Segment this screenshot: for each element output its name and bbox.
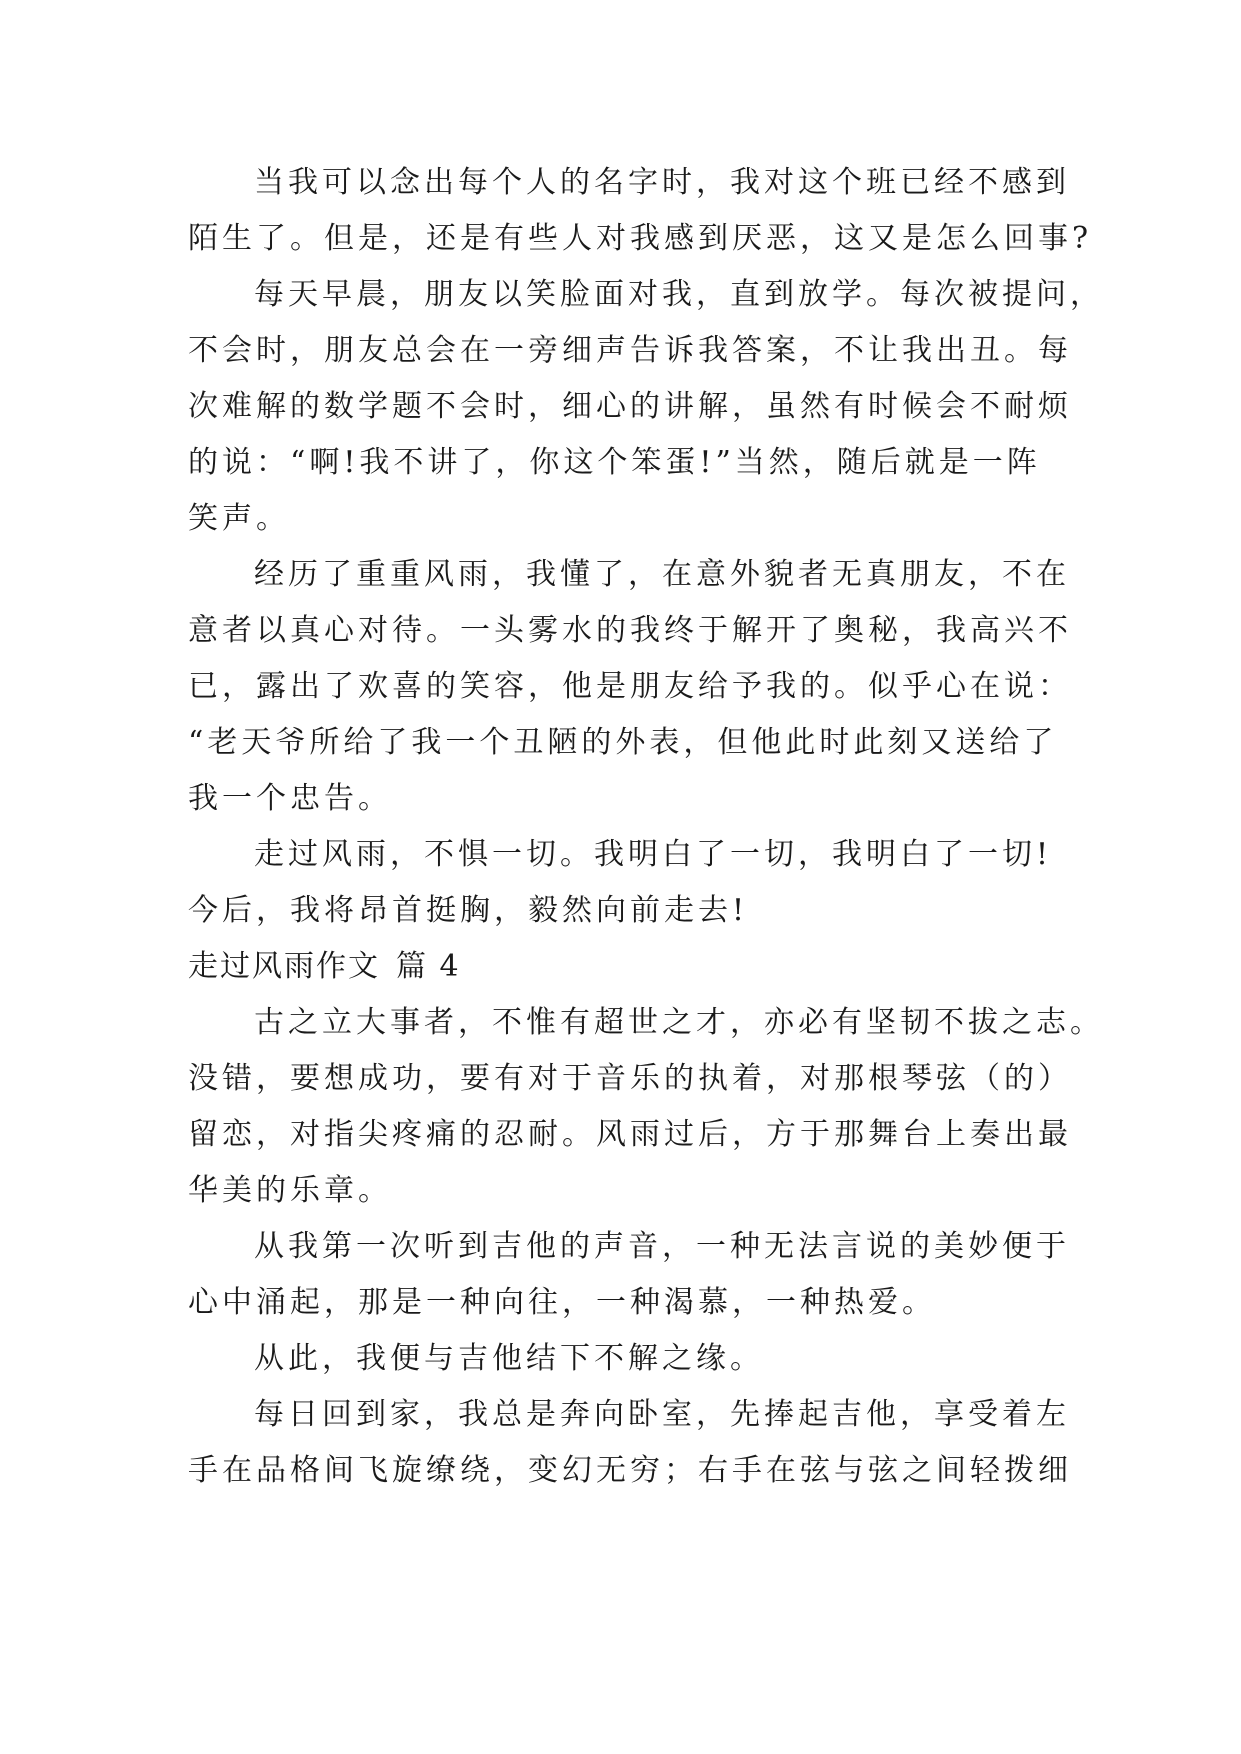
section-title: 走过风雨作文 [188,949,380,984]
text-line: “老天爷所给了我一个丑陋的外表，但他此时此刻又送给了 [188,725,1058,760]
paragraph [188,267,1104,547]
text-line: 没错，要想成功，要有对于音乐的执着，对那根琴弦（的） [188,1061,1072,1096]
text-line: 已，露出了欢喜的笑容，他是朋友给予我的。似乎心在说： [188,669,1072,704]
text-line: 从我第一次听到吉他的声音，一种无法言说的美妙便于 [254,1229,1070,1264]
text-line: 华美的乐章。 [188,1173,392,1208]
text-line: 走过风雨，不惧一切。我明白了一切，我明白了一切! [254,837,1053,872]
paragraph [188,995,1104,1219]
text-line: 留恋，对指尖疼痛的忍耐。风雨过后，方于那舞台上奏出最 [188,1117,1072,1152]
section-heading [188,939,1058,995]
paragraph [188,1387,1072,1499]
paragraph [188,155,1093,267]
paragraph [188,547,1072,827]
text-line: 古之立大事者，不惟有超世之才，亦必有坚韧不拔之志。 [254,1005,1104,1040]
text-line: 笑声。 [188,501,290,536]
text-line: 次难解的数学题不会时，细心的讲解，虽然有时候会不耐烦 [188,389,1072,424]
text-line: 今后，我将昂首挺胸，毅然向前走去! [188,893,749,928]
text-line: 我一个忠告。 [188,781,392,816]
paragraph [188,1331,1058,1387]
text-line: 意者以真心对待。一头雾水的我终于解开了奥秘，我高兴不 [188,613,1072,648]
text-line: 经历了重重风雨，我懂了，在意外貌者无真朋友，不在 [254,557,1070,592]
text-line: 每天早晨，朋友以笑脸面对我，直到放学。每次被提问， [254,277,1104,312]
text-line: 的说：“啊!我不讲了，你这个笨蛋!”当然，随后就是一阵 [188,445,1041,480]
text-line: 当我可以念出每个人的名字时，我对这个班已经不感到 [254,165,1070,200]
paragraph [188,1219,1070,1331]
paragraph [188,827,1058,939]
text-line: 心中涌起，那是一种向往，一种渴慕，一种热爱。 [188,1285,936,1320]
text-line: 手在品格间飞旋缭绕，变幻无穷；右手在弦与弦之间轻拨细 [188,1453,1072,1488]
text-line: 陌生了。但是，还是有些人对我感到厌恶，这又是怎么回事? [188,221,1093,256]
section-number: 篇 4 [396,949,461,984]
text-line: 从此，我便与吉他结下不解之缘。 [254,1341,764,1376]
document-body [188,155,1104,1499]
text-line: 每日回到家，我总是奔向卧室，先捧起吉他，享受着左 [254,1397,1070,1432]
text-line: 不会时，朋友总会在一旁细声告诉我答案，不让我出丑。每 [188,333,1072,368]
